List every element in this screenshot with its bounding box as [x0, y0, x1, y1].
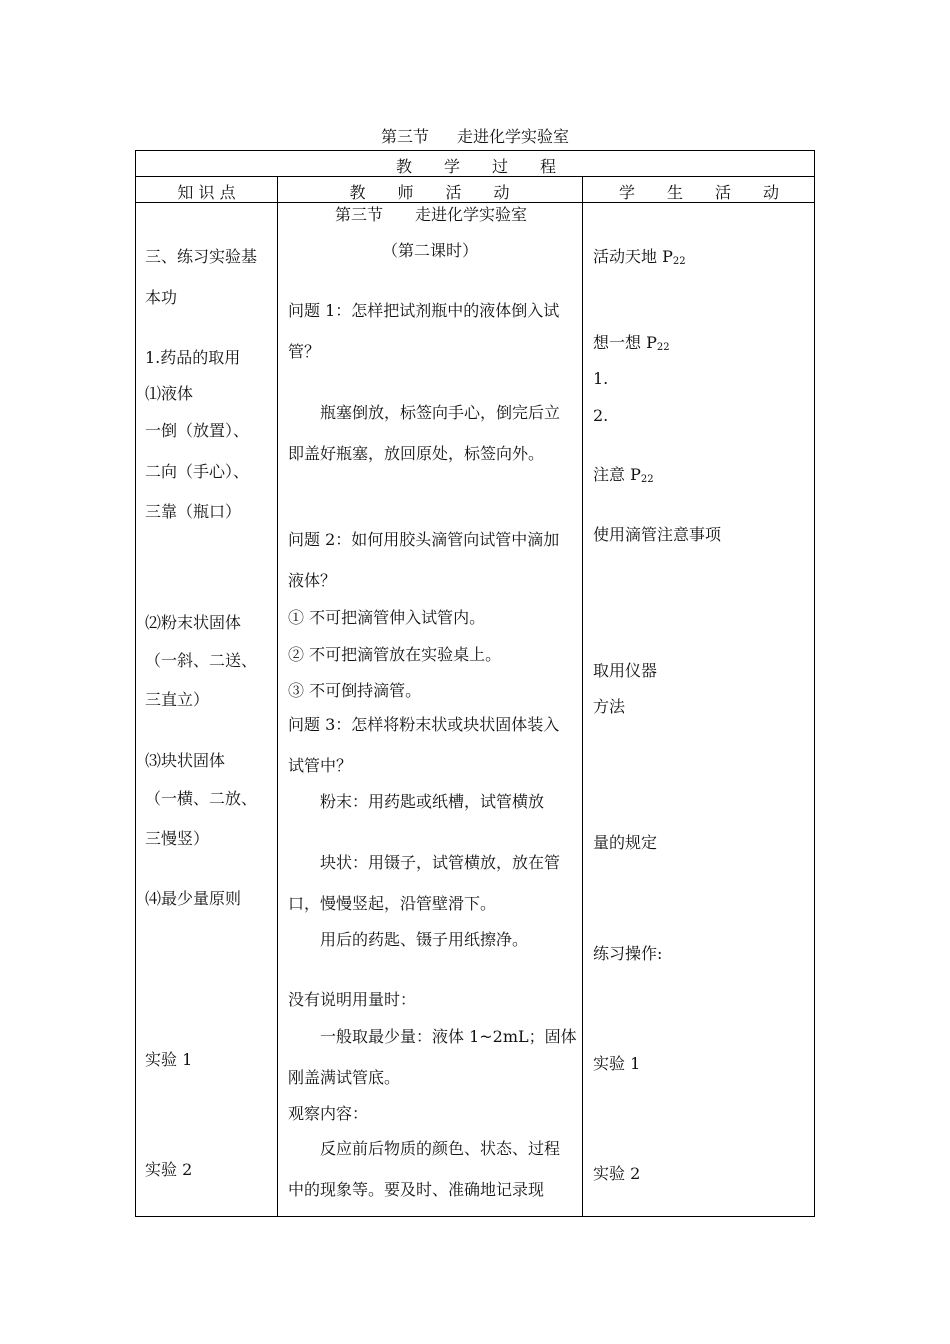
- teacher-line: 观察内容：: [288, 1104, 369, 1123]
- knowledge-line: 本功: [145, 288, 178, 307]
- teacher-line: 管？: [288, 342, 321, 361]
- column-header-teacher: 教 师 活 动: [349, 183, 510, 202]
- col-divider-1: [277, 177, 278, 1216]
- teacher-line: 中的现象等。要及时、准确地记录现: [288, 1180, 545, 1199]
- student-activity-line: 实验 2: [593, 1164, 641, 1183]
- teacher-line: ① 不可把滴管伸入试管内。: [288, 608, 486, 627]
- page-subscript: 22: [672, 256, 686, 267]
- knowledge-line: ⑵粉末状固体: [145, 613, 242, 632]
- knowledge-line: （一横、二放、: [145, 789, 258, 808]
- student-text: 注意 P: [593, 465, 641, 484]
- teacher-line: 问题 2：如何用胶头滴管向试管中滴加: [288, 530, 560, 549]
- teacher-line: 试管中？: [288, 756, 353, 775]
- knowledge-line: （一斜、二送、: [145, 651, 258, 670]
- student-text: 活动天地 P: [593, 247, 673, 266]
- teacher-line: 问题 1：怎样把试剂瓶中的液体倒入试: [288, 301, 560, 320]
- column-header-student: 学 生 活 动: [618, 183, 779, 202]
- table-header: 教 学 过 程: [395, 157, 556, 176]
- student-activity-line: [593, 333, 670, 358]
- title-part1: 第三节: [380, 127, 429, 146]
- knowledge-line: 实验 2: [145, 1160, 193, 1179]
- student-activity-line: [593, 465, 654, 490]
- teacher-line: ② 不可把滴管放在实验桌上。: [288, 645, 502, 664]
- student-activity-line: 实验 1: [593, 1054, 641, 1073]
- teacher-line: 没有说明用量时：: [288, 990, 417, 1009]
- teacher-line: 问题 3：怎样将粉末状或块状固体装入: [288, 715, 560, 734]
- knowledge-line: ⑶块状固体: [145, 751, 226, 770]
- teacher-line: 反应前后物质的颜色、状态、过程: [320, 1139, 561, 1158]
- student-activity-line: 使用滴管注意事项: [593, 525, 722, 544]
- teacher-line: 液体？: [288, 571, 337, 590]
- column-header-knowledge: 知 识 点: [177, 183, 236, 202]
- student-text: 想一想 P: [593, 333, 657, 352]
- teacher-line: 用后的药匙、镊子用纸擦净。: [320, 930, 529, 949]
- teacher-line: 瓶塞倒放，标签向手心，倒完后立: [320, 403, 561, 422]
- student-activity-line: [593, 247, 686, 272]
- knowledge-line: 二向（手心）、: [145, 462, 250, 481]
- teacher-line: 块状：用镊子，试管横放，放在管: [320, 853, 561, 872]
- teacher-line: 第三节 走进化学实验室: [335, 205, 528, 224]
- knowledge-line: 实验 1: [145, 1050, 193, 1069]
- knowledge-line: ⑴液体: [145, 384, 194, 403]
- page-subscript: 22: [656, 342, 670, 353]
- student-activity-line: 2.: [593, 406, 609, 425]
- teacher-line: ③ 不可倒持滴管。: [288, 681, 422, 700]
- knowledge-line: ⑷最少量原则: [145, 889, 242, 908]
- knowledge-line: 三靠（瓶口）: [145, 502, 242, 521]
- knowledge-line: 1.药品的取用: [145, 348, 241, 367]
- student-activity-line: 量的规定: [593, 833, 658, 852]
- teacher-line: （第二课时）: [382, 241, 479, 260]
- knowledge-line: 三直立）: [145, 690, 210, 709]
- page-subscript: 22: [640, 474, 654, 485]
- teacher-line: 粉末：用药匙或纸槽，试管横放: [320, 792, 545, 811]
- title-part2: 走进化学实验室: [457, 127, 570, 146]
- knowledge-line: 一倒（放置）、: [145, 421, 250, 440]
- student-activity-line: 练习操作:: [593, 944, 663, 963]
- student-activity-line: 取用仪器: [593, 661, 658, 680]
- teacher-line: 刚盖满试管底。: [288, 1068, 401, 1087]
- teacher-line: 一般取最少量：液体 1~2mL；固体: [320, 1027, 577, 1046]
- student-activity-line: 方法: [593, 697, 626, 716]
- page-title: [0, 124, 950, 147]
- knowledge-line: 三慢竖）: [145, 829, 210, 848]
- col-divider-2: [582, 177, 583, 1216]
- lesson-table: [135, 150, 815, 1217]
- knowledge-line: 三、练习实验基: [145, 247, 258, 266]
- teacher-line: 口，慢慢竖起，沿管壁滑下。: [288, 894, 497, 913]
- student-activity-line: 1.: [593, 369, 609, 388]
- teacher-line: 即盖好瓶塞，放回原处，标签向外。: [288, 444, 545, 463]
